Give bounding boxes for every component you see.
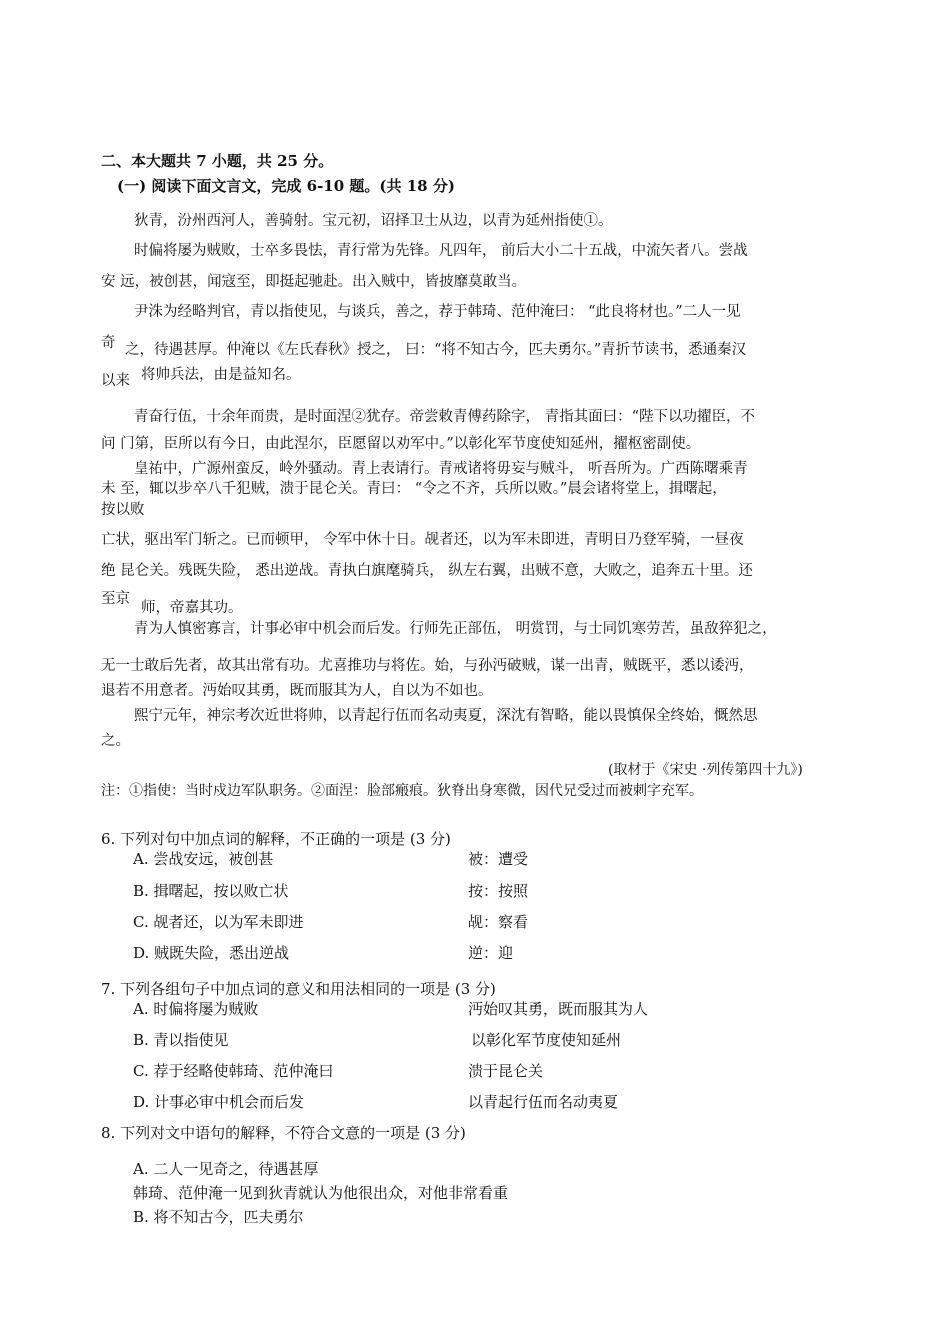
passage-line: 绝 昆仑关。残既失险， 悉出逆战。青执白旗麾骑兵， 纵左右翼，出贼不意，大败之，追奔五十里。还 (101, 563, 753, 579)
passage-line: 青奋行伍，十余年而贵，是时面涅②犹存。帝尝敕青傅药除字， 青指其面曰：“陛下以功擢臣，不 (134, 409, 756, 425)
passage-line: 师，帝嘉其功。 (141, 600, 243, 616)
option-d[interactable]: D. 计事必审中机会而后发 (133, 1093, 305, 1111)
option-a[interactable]: A. 二人一见奇之，待遇甚厚 (133, 1160, 319, 1178)
passage-line: 未 至，辄以步卒八千犯贼，溃于昆仑关。青曰： “令之不齐，兵所以败。”晨会诸将堂上，揖曙起， (101, 481, 727, 497)
option-gloss: 觇：察看 (468, 913, 529, 931)
passage-line: 按以败 (101, 502, 145, 518)
passage-line: 尹洙为经略判官，青以指使见，与谈兵，善之，荐于韩琦、范仲淹曰： “此良将材也。”二人一见 (134, 304, 741, 320)
passage-line: 问 门第，臣所以有今日，由此涅尔，臣愿留以劝军中。”以彰化军节度使知延州，擢枢密副使。 (101, 436, 701, 452)
section-subtitle: (一) 阅读下面文言文，完成 6-10 题。(共 18 分) (117, 177, 455, 195)
question-stem: 6. 下列对句中加点词的解释，不正确的一项是 (3 分) (101, 830, 451, 848)
option-b[interactable]: B. 将不知古今，匹夫勇尔 (133, 1208, 304, 1226)
option-c[interactable]: C. 觇者还，以为军未即进 (133, 913, 304, 931)
option-a[interactable]: A. 时偏将屡为贼败 (133, 1000, 259, 1018)
passage-line: 至京 (101, 591, 130, 607)
option-pair: 以青起行伍而名动夷夏 (468, 1093, 619, 1111)
passage-line: 奇 (101, 335, 116, 351)
option-gloss: 按：按照 (468, 882, 529, 900)
passage-line: 青为人慎密寡言，计事必审中机会而后发。行师先正部伍， 明赏罚，与士同饥寒劳苦，虽敌猝犯之， (134, 621, 777, 637)
passage-line: 皇祐中，广源州蛮反，岭外骚动。青上表请行。青戒诸将毋妄与贼斗， 听吾所为。广西陈曙乘青 (134, 461, 748, 477)
passage-note: 注：①指使：当时戍边军队职务。②面涅：脸部瘢痕。狄脊出身寒微，因代兄受过而被刺字充军。 (101, 783, 703, 799)
passage-line: 之，待遇甚厚。仲淹以《左氏春秋》授之， 曰：“将不知古今，匹夫勇尔。”青折节读书，悉通秦汉 (125, 342, 747, 358)
passage-line: 熙宁元年，神宗考次近世将帅，以青起行伍而名动夷夏，深沈有智略，能以畏慎保全终始，慨然思 (134, 708, 758, 724)
passage-line: 以来 (101, 373, 130, 389)
option-gloss: 逆：迎 (468, 944, 514, 962)
passage-line: 将帅兵法，由是益知名。 (141, 367, 301, 383)
option-pair: 沔始叹其勇，既而服其为人 (468, 1000, 649, 1018)
passage-line: 狄青，汾州西河人，善骑射。宝元初，诏择卫士从边，以青为延州指使①。 (134, 213, 613, 229)
passage-line: 时偏将屡为贼败，士卒多畏怯，青行常为先锋。凡四年， 前后大小二十五战，中流矢者八。尝战 (134, 243, 748, 259)
passage-line: 无一士敢后先者，故其出常有功。尤喜推功与将佐。始，与孙沔破贼，谋一出青，贼既平，悉以诿沔， (101, 658, 754, 674)
option-b[interactable]: B. 揖曙起，按以败亡状 (133, 882, 289, 900)
option-explain: 韩琦、范仲淹一见到狄青就认为他很出众，对他非常看重 (133, 1184, 509, 1202)
option-pair: 以彰化军节度使知延州 (471, 1031, 622, 1049)
passage-line: 亡状，驱出军门斩之。已而顿甲， 令军中休十日。觇者还，以为军未即进，青明日乃登军骑，一昼夜 (101, 532, 744, 548)
option-c[interactable]: C. 荐于经略使韩琦、范仲淹曰 (133, 1062, 334, 1080)
option-b[interactable]: B. 青以指使见 (133, 1031, 229, 1049)
passage-source: (取材于《宋史 ·列传第四十九》) (608, 762, 803, 778)
option-pair: 溃于昆仑关 (468, 1062, 544, 1080)
question-stem: 7. 下列各组句子中加点词的意义和用法相同的一项是 (3 分) (101, 980, 496, 998)
question-stem: 8. 下列对文中语句的解释，不符合文意的一项是 (3 分) (101, 1124, 466, 1142)
passage-line: 安 远，被创甚，闻寇至，即挺起驰赴。出入贼中，皆披靡莫敢当。 (101, 274, 527, 290)
option-gloss: 被：遭受 (468, 850, 529, 868)
section-title: 二、本大题共 7 小题，共 25 分。 (101, 152, 334, 170)
option-d[interactable]: D. 贼既失险，悉出逆战 (133, 944, 290, 962)
passage-line: 之。 (101, 733, 130, 749)
option-a[interactable]: A. 尝战安远，被创甚 (133, 850, 274, 868)
passage-line: 退若不用意者。沔始叹其勇，既而服其为人，自以为不如也。 (101, 683, 493, 699)
